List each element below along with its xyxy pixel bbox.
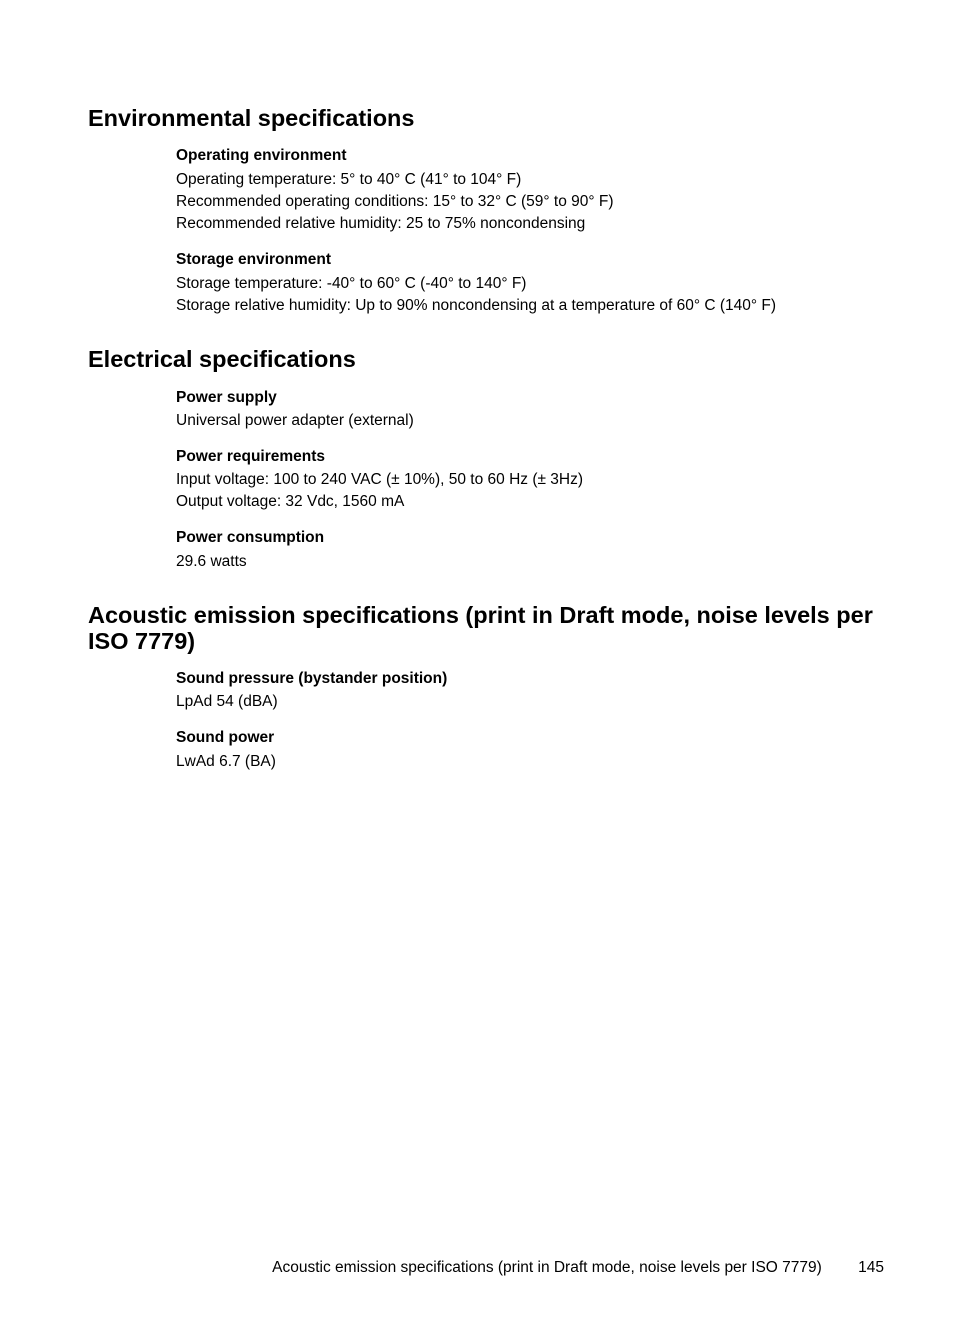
running-title: Acoustic emission specifications (print in Draft mode, noise levels per ISO 7779) bbox=[272, 1259, 822, 1276]
group-operating-environment bbox=[176, 145, 898, 235]
group-power-requirements bbox=[176, 446, 898, 513]
group-title: Storage environment bbox=[176, 251, 332, 268]
section-acoustic bbox=[88, 602, 898, 773]
group-sound-power bbox=[176, 727, 898, 773]
section-electrical bbox=[88, 346, 898, 573]
spec-line: 29.6 watts bbox=[176, 553, 247, 570]
spec-line: Recommended relative humidity: 25 to 75% noncondensing bbox=[176, 215, 586, 232]
section-title: Acoustic emission specifications (print in Draft mode, noise levels per ISO 7779) bbox=[88, 602, 873, 654]
spec-line: Operating temperature: 5° to 40° C (41° to 104° F) bbox=[176, 171, 522, 188]
spec-line: Output voltage: 32 Vdc, 1560 mA bbox=[176, 493, 405, 510]
page-footer bbox=[272, 1257, 884, 1279]
section-title: Environmental specifications bbox=[88, 105, 415, 131]
section-title: Electrical specifications bbox=[88, 346, 356, 372]
group-title: Power requirements bbox=[176, 448, 326, 465]
group-title: Power consumption bbox=[176, 529, 325, 546]
section-environmental bbox=[88, 105, 898, 317]
group-title: Operating environment bbox=[176, 147, 347, 164]
group-power-consumption bbox=[176, 527, 898, 573]
group-storage-environment bbox=[176, 249, 898, 317]
group-sound-pressure bbox=[176, 668, 898, 713]
spec-line: Recommended operating conditions: 15° to 32° C (59° to 90° F) bbox=[176, 193, 614, 210]
spec-line: Storage relative humidity: Up to 90% noncondensing at a temperature of 60° C (140° F) bbox=[176, 297, 777, 314]
group-title: Power supply bbox=[176, 389, 277, 406]
spec-line: Storage temperature: -40° to 60° C (-40° to 140° F) bbox=[176, 275, 527, 292]
group-power-supply bbox=[176, 387, 898, 432]
group-title: Sound power bbox=[176, 729, 275, 746]
spec-line: Input voltage: 100 to 240 VAC (± 10%), 50 to 60 Hz (± 3Hz) bbox=[176, 471, 584, 488]
spec-line: LpAd 54 (dBA) bbox=[176, 693, 278, 710]
spec-line: LwAd 6.7 (BA) bbox=[176, 753, 276, 770]
spec-line: Universal power adapter (external) bbox=[176, 412, 414, 429]
group-title: Sound pressure (bystander position) bbox=[176, 670, 448, 687]
page-number: 145 bbox=[858, 1259, 884, 1276]
